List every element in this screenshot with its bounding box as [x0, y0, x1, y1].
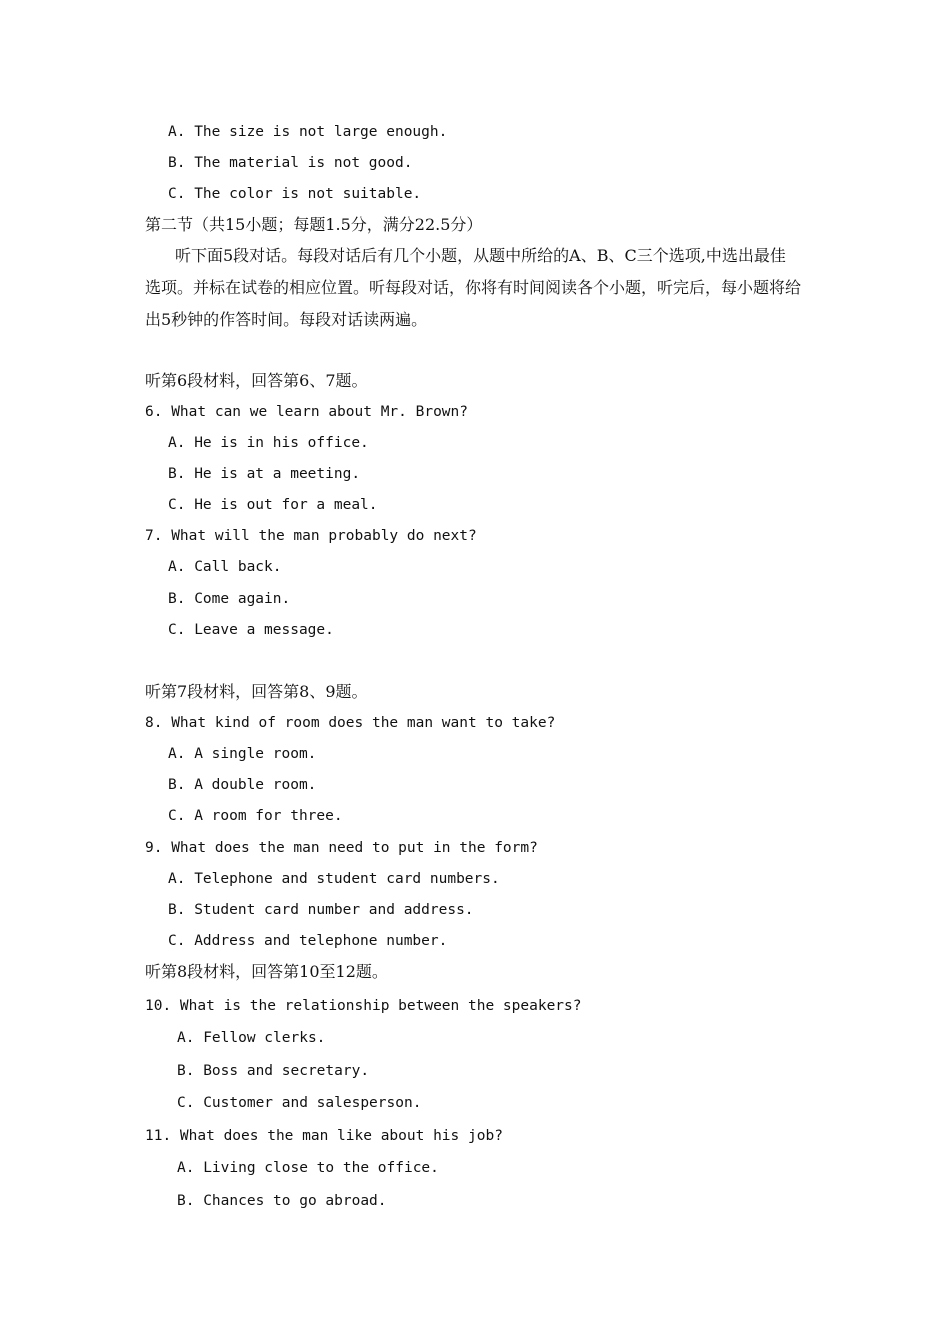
- section-instructions-line-3: 出5秒钟的作答时间。每段对话读两遍。: [145, 310, 428, 329]
- prev-option-a: A. The size is not large enough.: [168, 124, 448, 140]
- prev-option-b: B. The material is not good.: [168, 155, 413, 171]
- section-instructions-line-1: 听下面5段对话。每段对话后有几个小题，从题中所给的A、B、C三个选项,中选出最佳: [175, 246, 786, 265]
- question-7-option-b: B. Come again.: [168, 591, 291, 607]
- dialogue-intro: 听第8段材料，回答第10至12题。: [145, 962, 388, 981]
- question-9-option-c: C. Address and telephone number.: [168, 933, 448, 949]
- question-6-option-a: A. He is in his office.: [168, 435, 369, 451]
- question-11-option-b: B. Chances to go abroad.: [177, 1193, 387, 1209]
- question-7: 7. What will the man probably do next?: [145, 528, 477, 544]
- question-7-option-c: C. Leave a message.: [168, 622, 334, 638]
- question-6: 6. What can we learn about Mr. Brown?: [145, 404, 469, 420]
- dialogue-intro: 听第7段材料，回答第8、9题。: [145, 682, 368, 701]
- question-10-option-b: B. Boss and secretary.: [177, 1063, 370, 1079]
- question-9: 9. What does the man need to put in the form?: [145, 840, 538, 856]
- question-10: 10. What is the relationship between the speakers?: [145, 998, 582, 1014]
- question-10-option-a: A. Fellow clerks.: [177, 1030, 326, 1046]
- question-11: 11. What does the man like about his job?: [145, 1128, 503, 1144]
- question-8: 8. What kind of room does the man want to take?: [145, 715, 556, 731]
- question-8-option-a: A. A single room.: [168, 746, 317, 762]
- question-10-option-c: C. Customer and salesperson.: [177, 1095, 422, 1111]
- question-9-option-b: B. Student card number and address.: [168, 902, 474, 918]
- dialogue-intro: 听第6段材料，回答第6、7题。: [145, 371, 368, 390]
- question-8-option-c: C. A room for three.: [168, 808, 343, 824]
- question-8-option-b: B. A double room.: [168, 777, 317, 793]
- question-9-option-a: A. Telephone and student card numbers.: [168, 871, 500, 887]
- section-heading: 第二节（共15小题；每题1.5分，满分22.5分）: [145, 215, 483, 234]
- question-7-option-a: A. Call back.: [168, 559, 282, 575]
- question-6-option-c: C. He is out for a meal.: [168, 497, 378, 513]
- question-6-option-b: B. He is at a meeting.: [168, 466, 361, 482]
- section-instructions-line-2: 选项。并标在试卷的相应位置。听每段对话，你将有时间阅读各个小题，听完后，每小题将给: [145, 278, 802, 297]
- prev-option-c: C. The color is not suitable.: [168, 186, 422, 202]
- question-11-option-a: A. Living close to the office.: [177, 1160, 439, 1176]
